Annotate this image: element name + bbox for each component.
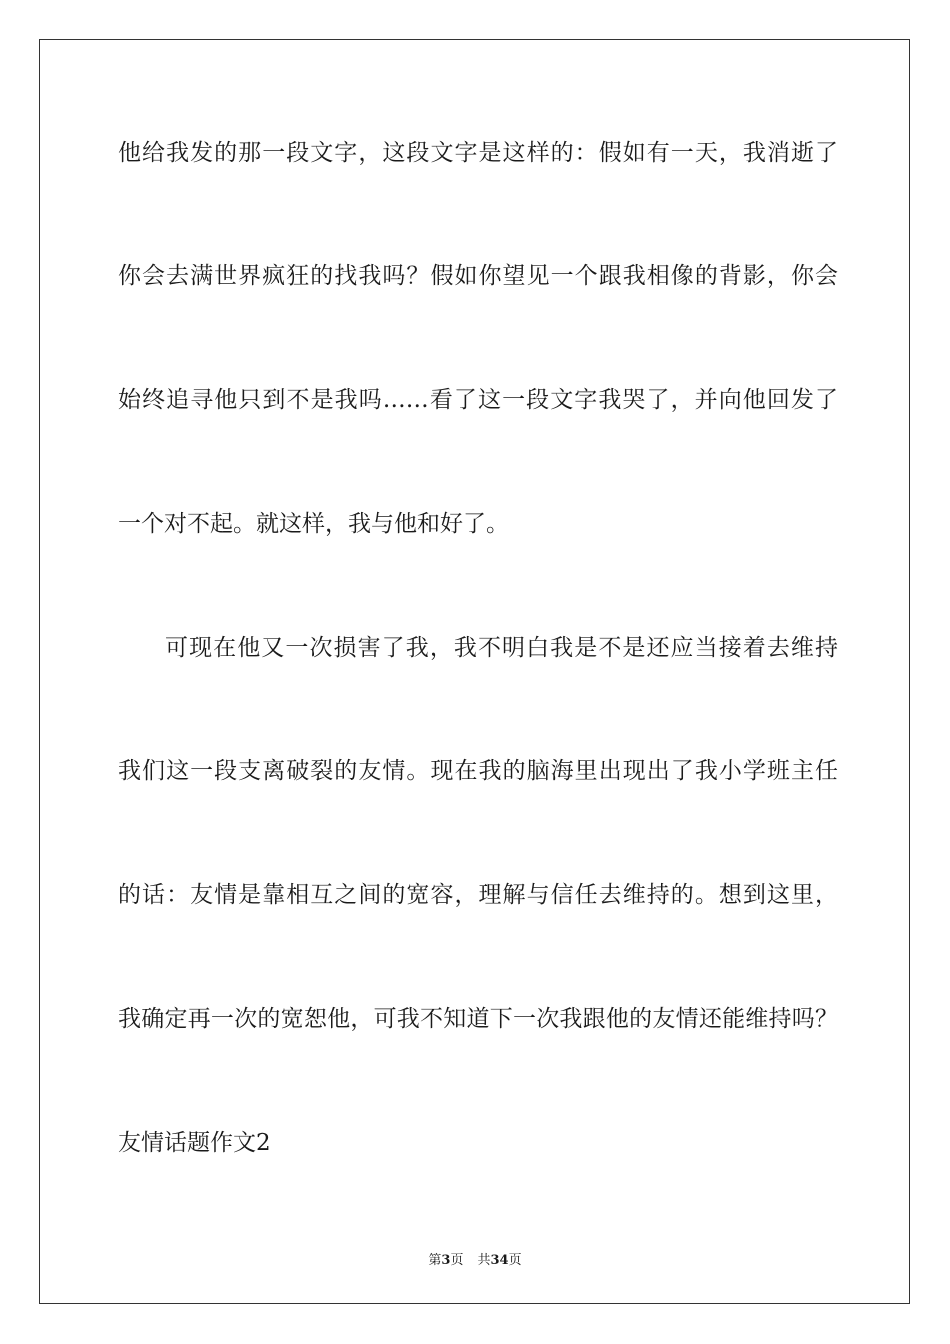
section-heading: 友情话题作文2 — [118, 1130, 271, 1156]
page-prefix: 第 — [428, 1253, 442, 1268]
total-suffix: 页 — [508, 1253, 522, 1268]
paragraph-line: 我确定再一次的宽恕他，可我不知道下一次我跟他的友情还能维持吗？ — [118, 1006, 838, 1032]
paragraph-line: 可现在他又一次损害了我，我不明白我是不是还应当接着去维持 — [165, 635, 838, 661]
paragraph-line: 我们这一段支离破裂的友情。现在我的脑海里出现出了我小学班主任 — [118, 758, 838, 784]
paragraph-line: 始终追寻他只到不是我吗……看了这一段文字我哭了，并向他回发了 — [118, 387, 838, 413]
paragraph-line: 你会去满世界疯狂的找我吗？假如你望见一个跟我相像的背影，你会 — [118, 263, 838, 289]
paragraph-line: 的话：友情是靠相互之间的宽容，理解与信任去维持的。想到这里， — [118, 882, 838, 908]
page-number: 3 — [441, 1253, 451, 1268]
total-pages: 34 — [490, 1253, 509, 1268]
page-border — [39, 39, 910, 1304]
page-suffix: 页 — [450, 1253, 464, 1268]
page-footer — [0, 1249, 950, 1268]
paragraph-line: 他给我发的那一段文字，这段文字是这样的：假如有一天，我消逝了 — [118, 140, 838, 166]
total-prefix: 共 — [477, 1253, 491, 1268]
paragraph-line: 一个对不起。就这样，我与他和好了。 — [118, 511, 509, 537]
